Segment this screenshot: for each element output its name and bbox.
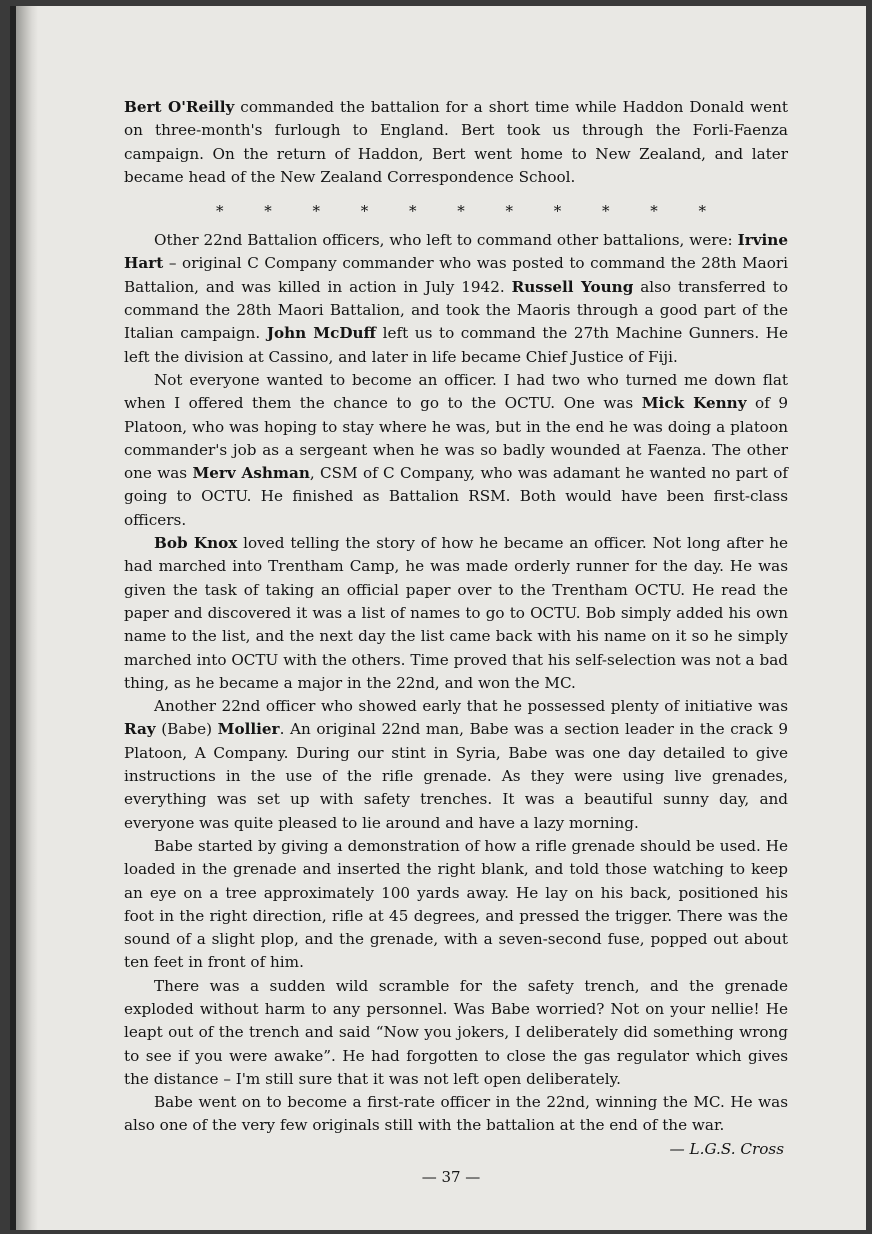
paragraph-bob-knox: Bob Knox loved telling the story of how he became an officer. Not long after he had marched into Trentham Camp, he was made orderly runner for the day. He was given the task of taking an official paper over to the Trentham OCTU. He read the paper and discovered it was a list of names to go to OCTU. Bob simply added his own name to the list, and the next day the list came back with his name on it so he simply marched into OCTU with the others. Time proved that his self-selection was not a bad thing, as he became a major in the 22nd, and won the MC. (124, 534, 788, 692)
name-irvine-hart: Irvine Hart (124, 231, 788, 273)
paragraph-bert-oreilly: Bert O'Reilly commanded the battalion for a short time while Haddon Donald went on three-month's furlough to England. Bert took us through the Forli-Faenza campaign. On the return of Haddon, Bert went home to New Zealand, and later became head of the New Zealand Correspondence School. (124, 98, 788, 186)
binding-gutter (16, 6, 38, 1230)
paragraph-scramble: There was a sudden wild scramble for the safety trench, and the grenade exploded without harm to any personnel. Was Babe worried? Not on your nellie! He leapt out of the trench and said “Now you jokers, I deliberately did something wrong to see if you were awake”. He had forgotten to close the gas regulator which gives the distance – I'm still sure that it was not left open deliberately. (124, 976, 788, 1088)
name-bob-knox: Bob Knox (154, 534, 238, 553)
paragraph-not-everyone: Not everyone wanted to become an officer. I had two who turned me down flat when I offered them the chance to go to the OCTU. One was Mick Kenny of 9 Platoon, who was hoping to stay where he was, but in the end he was doing a platoon commander's job as a sergeant when he was so badly wounded at Faenza. The other one was Merv Ashman, CSM of C Company, who was adamant he wanted no part of going to OCTU. He finished as Battalion RSM. Both would have been first-class officers. (124, 370, 789, 529)
paragraph-demonstration: Babe started by giving a demonstration of how a rifle grenade should be used. He loaded in the grenade and inserted the right blank, and told those watching to keep an eye on a tree approximately 100 yards away. He lay on his back, positioned his foot in the right direction, rifle at 45 degrees, and pressed the trigger. There was the sound of a slight plop, and the grenade, with a seven-second fuse, popped out about ten feet in front of him. (124, 836, 788, 972)
name-russell-young: Russell Young (511, 277, 634, 296)
article-body (124, 96, 788, 1161)
author-signoff: — L.G.S. Cross (669, 1139, 784, 1158)
document-page (10, 6, 866, 1230)
paragraph-other-officers: Other 22nd Battalion officers, who left to command other battalions, were: Irvine Hart – original C Company commander who was posted to command the 28th Maori Battalion, and was killed in action in July 1942. Russell Young also transferred to command the 28th Maori Battalion, and took the Maoris through a good part of the Italian campaign. John McDuff left us to command the 27th Machine Gunners. He left the division at Cassino, and later in life became Chief Justice of Fiji. (124, 231, 788, 366)
paragraph-first-rate-officer: Babe went on to become a first-rate officer in the 22nd, winning the MC. He was also one of the very few originals still with the battalion at the end of the war. (124, 1093, 788, 1135)
paragraph-ray-mollier: Another 22nd officer who showed early that he possessed plenty of initiative was Ray (Babe) Mollier. An original 22nd man, Babe was a section leader in the crack 9 Platoon, A Company. During our stint in Syria, Babe was one day detailed to give instructions in the use of the rifle grenade. As they were using live grenades, everything was set up with safety trenches. It was a beautiful sunny day, and everyone was quite pleased to lie around and have a lazy morning. (124, 697, 789, 832)
section-separator: * * * * * * * * * * * (216, 202, 706, 221)
name-bert-oreilly: Bert O'Reilly (124, 98, 235, 116)
name-mollier: Mollier (217, 720, 280, 739)
page-number: — 37 — (421, 1168, 481, 1186)
name-merv-ashman: Merv Ashman (192, 464, 310, 483)
name-john-mcduff: John McDuff (266, 324, 377, 343)
name-ray: Ray (124, 720, 156, 739)
name-mick-kenny: Mick Kenny (641, 394, 747, 413)
